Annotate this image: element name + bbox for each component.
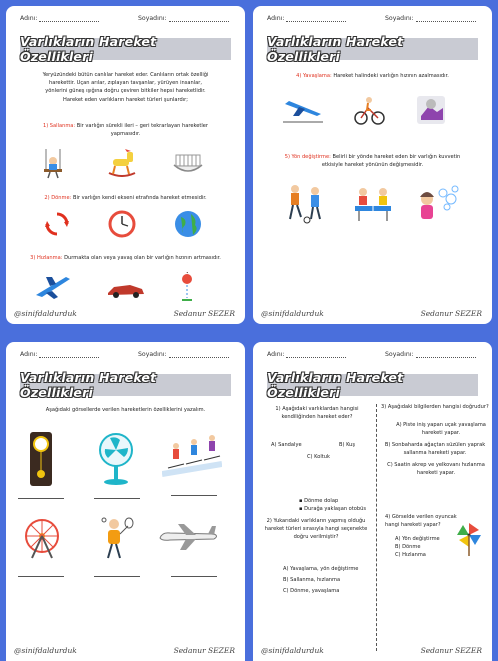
intro-line: Yeryüzündeki bütün canlılar hareket eder. Canlıların ortak özelliği xyxy=(42,72,209,78)
page-title: Varlıkların Hareket Özellikleri xyxy=(267,370,404,400)
cradle-icon xyxy=(171,149,205,177)
skiers-icon xyxy=(162,434,222,478)
yon-degistirme-definition xyxy=(261,153,484,169)
yon-text-cont: etkisiyle hareket yönünün değişmesidir. xyxy=(321,162,424,169)
sallanma-label: 1) Sallanma: xyxy=(42,123,76,129)
q3-option-b[interactable] xyxy=(381,442,489,458)
bullet-item: Dönme dolap xyxy=(304,498,339,504)
answer-line[interactable] xyxy=(18,498,64,499)
q4-option-b[interactable]: B) Dönme xyxy=(395,543,421,550)
answer-line[interactable] xyxy=(171,576,217,577)
footer-handle: @sinifdaldurduk xyxy=(14,646,77,655)
pinwheel-toy-icon xyxy=(455,522,483,556)
swing-child-icon xyxy=(40,149,66,179)
yavaslama-label: 4) Yavaşlama: xyxy=(296,73,332,79)
worksheet-page-1 xyxy=(6,6,245,324)
option-text: C) Saatin akrep ve yelkovanı hızlanma xyxy=(387,462,485,468)
q3-option-c[interactable] xyxy=(383,462,489,478)
question-1 xyxy=(261,406,373,422)
option-text: B) Sonbaharda ağaçtan süzülen yaprak xyxy=(384,442,486,448)
plane-landing-icon xyxy=(283,94,323,124)
option-text: hareketi yapar. xyxy=(421,429,461,436)
airplane-takeoff-icon xyxy=(32,271,72,299)
badminton-player-icon xyxy=(98,516,134,560)
pendulum-clock-icon xyxy=(28,430,54,488)
football-kids-icon xyxy=(283,181,327,225)
title-banner xyxy=(267,370,478,400)
name-label: Adını: xyxy=(20,351,38,358)
surname-label: Soyadını: xyxy=(385,15,414,22)
ferris-wheel-icon xyxy=(20,516,64,560)
name-label: Adını: xyxy=(20,15,38,22)
race-car-icon xyxy=(106,281,146,299)
answer-line[interactable] xyxy=(18,576,64,577)
name-label: Adını: xyxy=(267,15,285,22)
yon-text: Belirli bir yönde hareket eden bir varlığın kuvvetin xyxy=(332,154,461,160)
name-label: Adını: xyxy=(267,351,285,358)
page-title: Varlıkların Hareket Özellikleri xyxy=(20,34,157,64)
question-2 xyxy=(259,518,373,541)
intro-paragraph xyxy=(14,71,237,104)
q4-option-c[interactable]: C) Hızlanma xyxy=(395,551,426,558)
footer-author: Sedanur SEZER xyxy=(420,646,482,655)
question-text: hareket türleri sırasıyla hangi seçenekte xyxy=(264,525,368,532)
column-divider xyxy=(376,404,377,651)
yavaslama-definition xyxy=(261,72,484,80)
question-text: hangi hareketi yapar? xyxy=(385,521,441,528)
title-banner xyxy=(20,370,231,400)
surname-label: Soyadını: xyxy=(385,351,414,358)
title-banner xyxy=(267,34,478,64)
question-text: kendiliğinden hareket eder? xyxy=(281,413,353,420)
hizlanma-label: 3) Hızlanma: xyxy=(30,255,63,261)
hizlanma-definition xyxy=(14,254,237,262)
donme-text: Bir varlığın kendi ekseni etrafında hareket etmesidir. xyxy=(72,195,207,201)
question-text: 1) Aşağıdaki varlıklardan hangisi xyxy=(275,406,359,412)
yon-label: 5) Yön değiştirme: xyxy=(284,154,331,160)
donme-definition xyxy=(14,194,237,202)
rotation-arrows-icon xyxy=(44,211,70,237)
falling-apple-icon xyxy=(178,272,196,302)
wall-clock-icon xyxy=(108,210,136,238)
sallanma-text-cont: yapmasıdır. xyxy=(110,131,141,138)
airplane-icon xyxy=(158,524,220,550)
yavaslama-text: Hareket halindeki varlığın hızının azalmasıdır. xyxy=(333,73,449,79)
footer-handle: @sinifdaldurduk xyxy=(261,646,324,655)
q2-bullets: ▪ Dönme dolap ▪ Durağa yaklaşan otobüs xyxy=(299,498,367,512)
q1-option-c[interactable]: C) Koltuk xyxy=(307,454,330,460)
intro-line: harekettir. Uçan arılar, zıplayan tavşanlar, yürüyen insanlar, xyxy=(49,80,202,87)
page-title: Varlıkların Hareket Özellikleri xyxy=(267,34,404,64)
braking-shoe-icon xyxy=(415,94,447,126)
sallanma-definition xyxy=(14,122,237,138)
bullet-item: Durağa yaklaşan otobüs xyxy=(304,505,367,512)
surname-label: Soyadını: xyxy=(138,351,167,358)
electric-fan-icon xyxy=(98,432,134,486)
name-line xyxy=(39,357,99,358)
surname-line xyxy=(169,21,229,22)
q1-option-a[interactable]: A) Sandalye xyxy=(271,442,302,448)
q4-option-a[interactable]: A) Yön değiştirme xyxy=(395,536,440,542)
question-text: 2) Yukarıdaki varlıkların yapmış olduğu xyxy=(266,518,366,524)
question-text: doğru verilmiştir? xyxy=(293,533,339,540)
rocking-horse-icon xyxy=(105,149,139,177)
question-text: 4) Görselde verilen oyuncak xyxy=(385,514,457,520)
surname-line xyxy=(169,357,229,358)
footer-handle: @sinifdaldurduk xyxy=(14,309,77,318)
donme-label: 2) Dönme: xyxy=(44,195,72,201)
answer-line[interactable] xyxy=(171,495,217,496)
surname-line xyxy=(416,357,476,358)
footer-author: Sedanur SEZER xyxy=(173,646,235,655)
option-text: sallanma hareketi yapar. xyxy=(403,449,467,456)
sallanma-text: Bir varlığın sürekli ileri – geri tekrarlayan hareketler xyxy=(76,123,209,129)
option-text: A) Piste iniş yapan uçak yavaşlama xyxy=(396,422,486,428)
earth-globe-icon xyxy=(173,209,203,239)
question-3: 3) Aşağıdaki bilgilerden hangisi doğrudur? xyxy=(381,404,489,410)
exercise-instruction: Aşağıdaki görsellerde verilen hareketlerin özelliklerini yazalım. xyxy=(45,407,206,413)
q2-options xyxy=(283,566,358,595)
name-line xyxy=(286,21,346,22)
intro-line: yönlerini güneş ışığına doğru çeviren bitkiler hepsi hareketlidir. xyxy=(45,88,206,95)
bubbles-girl-icon xyxy=(415,183,459,223)
worksheet-page-3 xyxy=(6,342,245,661)
name-line xyxy=(286,357,346,358)
option-text: hareketi yapar. xyxy=(416,469,456,476)
q2-option-b[interactable]: B) Sallanma, hızlanma xyxy=(283,576,341,583)
answer-line[interactable] xyxy=(94,498,140,499)
surname-line xyxy=(416,21,476,22)
worksheet-page-2 xyxy=(253,6,492,324)
q4-options xyxy=(395,536,440,559)
name-line xyxy=(39,21,99,22)
answer-line[interactable] xyxy=(94,576,140,577)
q2-option-c[interactable]: C) Dönme, yavaşlama xyxy=(283,587,340,594)
footer-handle: @sinifdaldurduk xyxy=(261,309,324,318)
title-banner xyxy=(20,34,231,64)
q3-option-a[interactable] xyxy=(393,422,489,438)
q1-option-b[interactable]: B) Kuş xyxy=(339,442,356,448)
surname-label: Soyadını: xyxy=(138,15,167,22)
footer-author: Sedanur SEZER xyxy=(173,309,235,318)
page-title: Varlıkların Hareket Özellikleri xyxy=(20,370,157,400)
q2-option-a[interactable]: A) Yavaşlama, yön değiştirme xyxy=(283,566,359,572)
footer-author: Sedanur SEZER xyxy=(420,309,482,318)
intro-line: Hareket eden varlıkların hareket türleri şunlardır; xyxy=(63,96,188,103)
worksheet-page-4 xyxy=(253,342,492,661)
hizlanma-text: Durmakta olan veya yavaş olan bir varlığın hızının artmasıdır. xyxy=(64,255,221,261)
cyclist-braking-icon xyxy=(353,94,385,126)
table-tennis-icon xyxy=(353,186,393,222)
